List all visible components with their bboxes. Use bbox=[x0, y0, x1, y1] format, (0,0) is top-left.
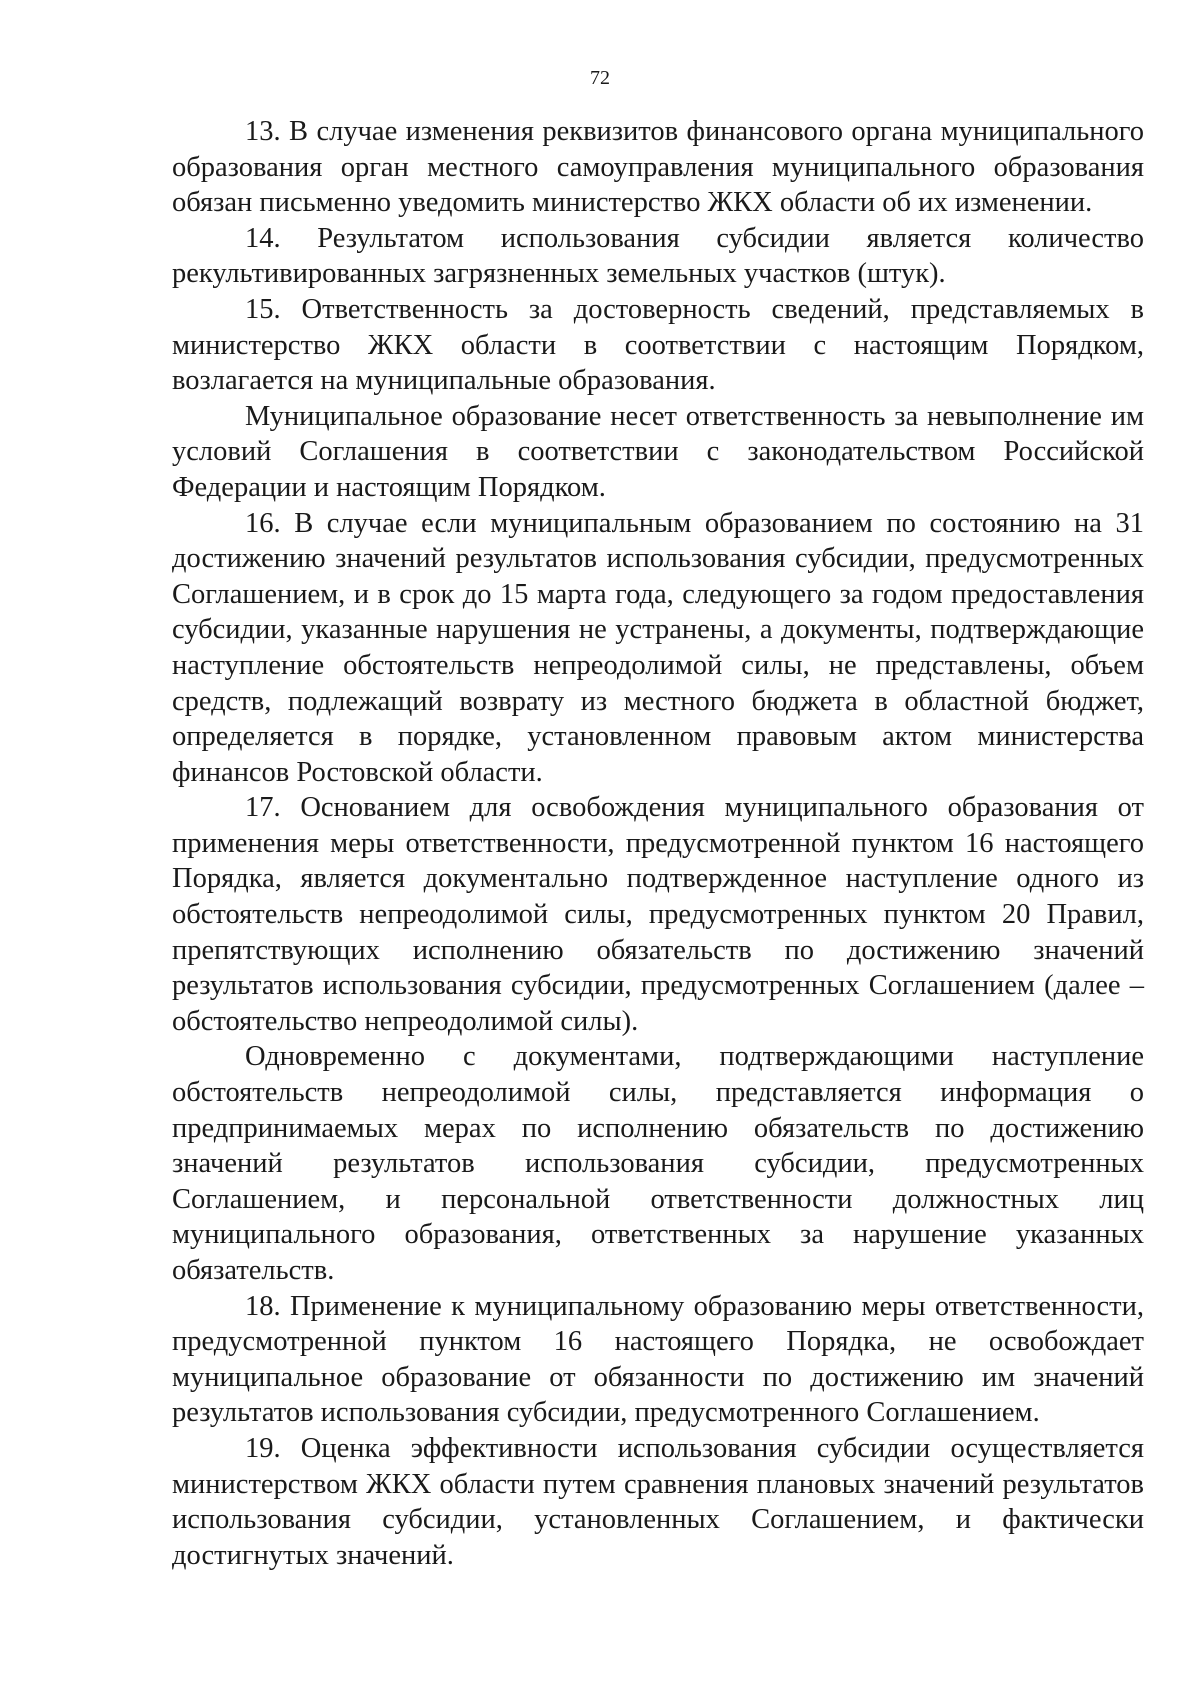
page-number: 72 bbox=[590, 67, 610, 89]
paragraph-15: 15. Ответственность за достоверность сведений, представляемых в министерство ЖКХ области в соответствии с настоящим Порядком, возлагается на муниципальные образования. bbox=[172, 293, 1144, 397]
paragraph-19: 19. Оценка эффективности использования субсидии осуществляется министерством ЖКХ области путем сравнения плановых значений результатов использования субсидии, установленных Соглашением, и фактически достигнутых значений. bbox=[172, 1432, 1144, 1571]
document-body bbox=[172, 114, 1144, 1573]
paragraph-17: 17. Основанием для освобождения муниципального образования от применения меры ответственности, предусмотренной пунктом 16 настоящего Порядка, является документально подтвержденное наступление одного из обстоятельств непреодолимой силы, предусмотренных пунктом 20 Правил, препятствующих исполнению обязательств по достижению значений результатов использования субсидии, предусмотренных Соглашением (далее – обстоятельство непреодолимой силы). bbox=[172, 792, 1144, 1037]
paragraph-17-continuation: Одновременно с документами, подтверждающими наступление обстоятельств непреодолимой силы, представляется информация о предпринимаемых мерах по исполнению обязательств по достижению значений результатов использования субсидии, предусмотренных Соглашением, и персональной ответственности должностных лиц муниципального образования, ответственных за нарушение указанных обязательств. bbox=[172, 1041, 1144, 1286]
paragraph-14: 14. Результатом использования субсидии является количество рекультивированных загрязненных земельных участков (штук). bbox=[172, 222, 1144, 290]
paragraph-13: 13. В случае изменения реквизитов финансового органа муниципального образования орган местного самоуправления муниципального образования обязан письменно уведомить министерство ЖКХ области об их изменении. bbox=[172, 116, 1144, 219]
paragraph-18: 18. Применение к муниципальному образованию меры ответственности, предусмотренной пунктом 16 настоящего Порядка, не освобождает муниципальное образование от обязанности по достижению им значений результатов использования субсидии, предусмотренного Соглашением. bbox=[172, 1290, 1144, 1429]
paragraph-15-continuation: Муниципальное образование несет ответственность за невыполнение им условий Соглашения в соответствии с законодательством Российской Федерации и настоящим Порядком. bbox=[172, 400, 1144, 503]
paragraph-16: 16. В случае если муниципальным образованием по состоянию на 31 достижению значений результатов использования субсидии, предусмотренных Соглашением, и в срок до 15 марта года, следующего за годом предоставления субсидии, указанные нарушения не устранены, а документы, подтверждающие наступление обстоятельств непреодолимой силы, не представлены, объем средств, подлежащий возврату из местного бюджета в областной бюджет, определяется в порядке, установленном правовым актом министерства финансов Ростовской области. bbox=[172, 507, 1144, 788]
